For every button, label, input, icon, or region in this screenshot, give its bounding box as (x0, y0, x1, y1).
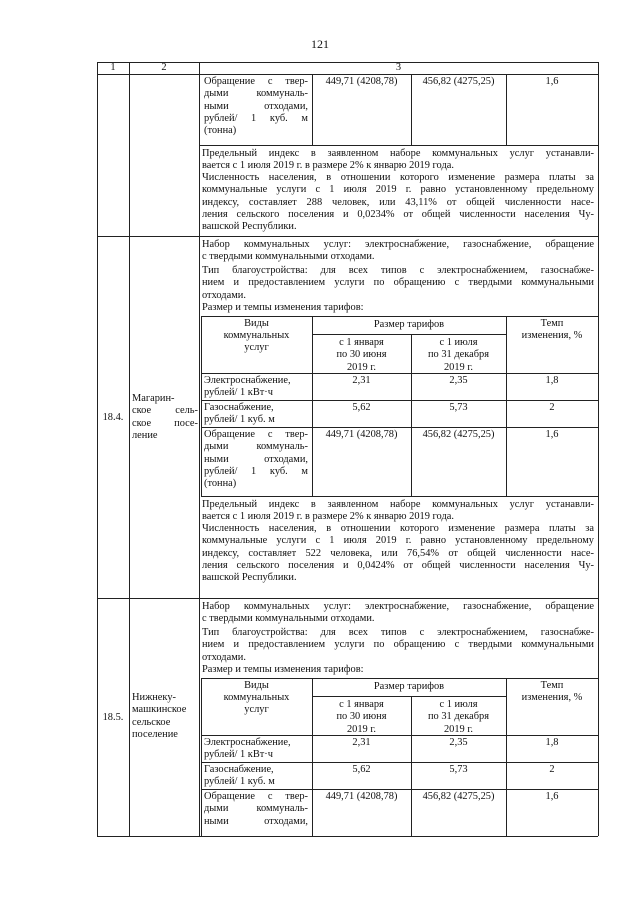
column-header-1: 1 (110, 62, 116, 73)
rule-line (97, 836, 598, 837)
waste-label-line: Обращение с твер- (204, 76, 308, 87)
value-waste-pct: 1,6 (545, 791, 559, 802)
head-temp: Темп (540, 680, 564, 691)
column-line (312, 678, 313, 836)
value-electricity-1: 2,31 (352, 375, 371, 386)
rule-line (201, 678, 598, 679)
head-period-2: с 1 июля (439, 699, 478, 710)
column-line (506, 316, 507, 496)
outer-left-border (97, 62, 98, 836)
head-period-1: 2019 г. (346, 723, 377, 735)
value-gas-2: 5,73 (449, 764, 468, 775)
value-electricity-pct: 1,8 (545, 737, 559, 748)
waste-label-line: рублей/ 1 куб. м (204, 465, 308, 477)
waste-label-line: ными отходами, (204, 453, 308, 465)
column-line (201, 316, 202, 496)
settlement-name-line: поселение (132, 728, 178, 740)
waste-label-line: дыми коммуналь- (204, 441, 308, 453)
head-vidy: Виды (244, 680, 269, 691)
population-text-line: ления сельского поселения и 0,0234% от общей численности населения Чу- (202, 208, 594, 220)
column-line (129, 62, 130, 836)
outer-right-border (598, 62, 599, 836)
settlement-name-line: Магарин- (132, 393, 175, 404)
column-header-2: 2 (161, 62, 167, 73)
waste-label-line: (тонна) (204, 478, 237, 490)
head-period-2: 2019 г. (443, 361, 474, 373)
rule-line (201, 762, 598, 763)
tariff-section-title: Размер и темпы изменения тарифов: (202, 664, 364, 675)
settlement-name-line: ление (132, 429, 158, 441)
settlement-name-line: Нижнеку- (132, 692, 176, 703)
head-period-2: по 31 декабря (427, 711, 489, 723)
head-period-1: с 1 января (339, 699, 384, 710)
settlement-name-line: ское сель- (132, 405, 198, 417)
waste-label-line: Обращение с твер- (204, 429, 308, 440)
settlement-name-line: сельское (132, 716, 171, 728)
head-period-2: 2019 г. (443, 723, 474, 735)
head-period-1: по 30 июня (336, 349, 387, 361)
waste-label-line: Обращение с твер- (204, 791, 308, 802)
gas-label-line: рублей/ 1 куб. м (204, 776, 275, 788)
nabor-text-line: с твердыми коммунальными отходами. (202, 613, 375, 625)
value-electricity-pct: 1,8 (545, 375, 559, 386)
value-gas-pct: 2 (549, 402, 555, 413)
population-text-line: вашской Республики. (202, 221, 297, 233)
column-line (411, 696, 412, 735)
page-number: 121 (311, 37, 329, 51)
rule-line (97, 236, 598, 237)
rule-line (312, 334, 506, 335)
rule-line (312, 696, 506, 697)
waste-label-line: ными отходами, (204, 100, 308, 112)
gas-label-line: Газоснабжение, (204, 402, 274, 413)
value-waste-1: 449,71 (4208,78) (325, 76, 398, 87)
population-text-line: коммунальные услуги с 1 июля 2019 г. равно установленному предельному (202, 184, 594, 196)
value-gas-2: 5,73 (449, 402, 468, 413)
column-line (199, 62, 200, 836)
row-number: 18.4. (102, 412, 124, 423)
rule-line (199, 145, 598, 146)
tariff-section-title: Размер и темпы изменения тарифов: (202, 302, 364, 313)
value-gas-1: 5,62 (352, 402, 371, 413)
head-razmer: Размер тарифов (373, 681, 445, 692)
electricity-label-line: Электроснабжение, (204, 375, 291, 386)
value-waste-2: 456,82 (4275,25) (422, 429, 495, 440)
value-gas-pct: 2 (549, 764, 555, 775)
value-waste-pct: 1,6 (545, 429, 559, 440)
value-electricity-2: 2,35 (449, 737, 468, 748)
column-line (411, 334, 412, 373)
head-vidy: Виды (244, 318, 269, 329)
tip-text-line: нием и предоставлением услуги по обращению с твердыми коммунальными (202, 639, 594, 651)
rule-line (201, 789, 598, 790)
head-period-1: 2019 г. (346, 361, 377, 373)
column-line (201, 678, 202, 836)
electricity-label-line: Электроснабжение, (204, 737, 291, 748)
head-vidy: услуг (244, 704, 269, 715)
electricity-label-line: рублей/ 1 кВт·ч (204, 749, 273, 761)
rule-line (201, 496, 598, 497)
value-gas-1: 5,62 (352, 764, 371, 775)
index-text-line: вается с 1 июля 2019 г. в размере 2% к январю 2019 года. (202, 511, 454, 523)
head-vidy: коммунальных (223, 692, 290, 703)
value-waste-1: 449,71 (4208,78) (325, 429, 398, 440)
tip-text-line: отходами. (202, 651, 246, 663)
tip-text-line: нием и предоставлением услуги по обращению с твердыми коммунальными (202, 277, 594, 289)
column-line (506, 678, 507, 836)
head-temp: изменения, % (521, 692, 583, 703)
rule-line (97, 598, 598, 599)
head-period-2: по 31 декабря (427, 349, 489, 361)
head-temp: изменения, % (521, 330, 583, 341)
column-line (312, 316, 313, 496)
population-text-line: вашской Республики. (202, 572, 297, 584)
population-text-line: ления сельского поселения и 0,0424% от общей численности населения Чу- (202, 559, 594, 571)
row-number: 18.5. (102, 712, 124, 723)
value-electricity-1: 2,31 (352, 737, 371, 748)
head-period-1: по 30 июня (336, 711, 387, 723)
value-waste-2: 456,82 (4275,25) (422, 76, 495, 87)
nabor-text-line: Набор коммунальных услуг: электроснабжение, газоснабжение, обращение (202, 239, 594, 250)
waste-label-line: ными отходами, (204, 815, 308, 827)
rule-line (201, 400, 598, 401)
value-electricity-2: 2,35 (449, 375, 468, 386)
population-text-line: Численность населения, в отношении которого изменение размера платы за (202, 523, 594, 534)
head-period-1: с 1 января (339, 337, 384, 348)
nabor-text-line: с твердыми коммунальными отходами. (202, 251, 375, 263)
nabor-text-line: Набор коммунальных услуг: электроснабжение, газоснабжение, обращение (202, 601, 594, 612)
gas-label-line: рублей/ 1 куб. м (204, 414, 275, 426)
settlement-name-line: машкинское (132, 704, 187, 716)
waste-label-line: (тонна) (204, 125, 237, 137)
head-temp: Темп (540, 318, 564, 329)
tip-text-line: Тип благоустройства: для всех типов с электроснабжением, газоснабже- (202, 265, 594, 276)
tip-text-line: Тип благоустройства: для всех типов с электроснабжением, газоснабже- (202, 627, 594, 638)
waste-label-line: дыми коммуналь- (204, 88, 308, 100)
tip-text-line: отходами. (202, 289, 246, 301)
population-text-line: индексу, составляет 288 человек, или 43,11% от общей численности насе- (202, 196, 594, 208)
rule-line (201, 316, 598, 317)
head-period-2: с 1 июля (439, 337, 478, 348)
gas-label-line: Газоснабжение, (204, 764, 274, 775)
head-vidy: коммунальных (223, 330, 290, 341)
value-waste-1: 449,71 (4208,78) (325, 791, 398, 802)
waste-label-line: дыми коммуналь- (204, 803, 308, 815)
value-waste-pct: 1,6 (545, 76, 559, 87)
index-text-line: Предельный индекс в заявленном наборе коммунальных услуг устанавли- (202, 148, 594, 159)
population-text-line: индексу, составляет 522 человека, или 76,54% от общей численности насе- (202, 547, 594, 559)
rule-line (201, 427, 598, 428)
waste-label-line: рублей/ 1 куб. м (204, 112, 308, 124)
index-text-line: Предельный индекс в заявленном наборе коммунальных услуг устанавли- (202, 499, 594, 510)
head-vidy: услуг (244, 342, 269, 353)
electricity-label-line: рублей/ 1 кВт·ч (204, 387, 273, 399)
value-waste-2: 456,82 (4275,25) (422, 791, 495, 802)
head-razmer: Размер тарифов (373, 319, 445, 330)
column-header-3: 3 (395, 62, 402, 73)
population-text-line: коммунальные услуги с 1 июля 2019 г. равно установленному предельному (202, 535, 594, 547)
settlement-name-line: ское посе- (132, 417, 198, 429)
index-text-line: вается с 1 июля 2019 г. в размере 2% к январю 2019 года. (202, 160, 454, 172)
population-text-line: Численность населения, в отношении которого изменение размера платы за (202, 172, 594, 183)
